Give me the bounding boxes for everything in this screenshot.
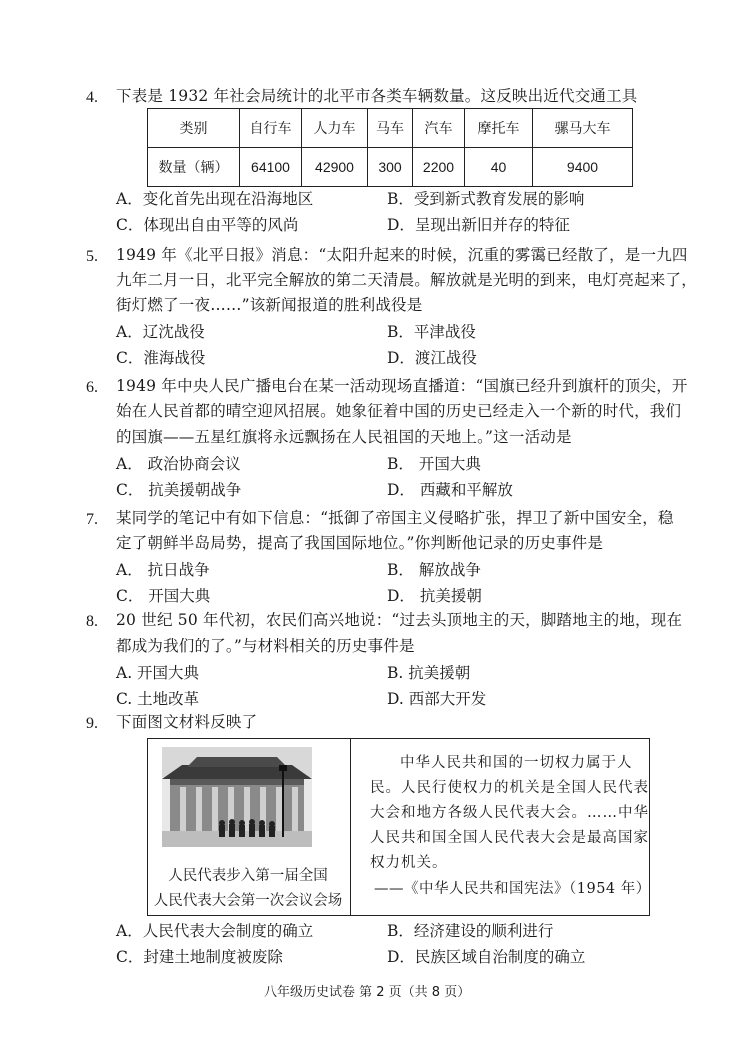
q8-option-d: D. 西部大开发 (387, 690, 487, 708)
box-divider (350, 739, 351, 915)
question-8-line-2: 都成为我们的了。”与材料相关的历史事件是 (116, 637, 415, 655)
q9-option-a: A．人民代表大会制度的确立 (116, 922, 314, 940)
q7-option-b: B． 解放战争 (387, 561, 481, 579)
question-5-line-1: 1949 年《北平日报》消息：“太阳升起来的时候，沉重的雾霭已经散了，是一九四 (116, 246, 688, 264)
photo-caption-line-1: 人民代表步入第一届全国 (168, 868, 328, 884)
table-row (148, 109, 633, 148)
question-7-number: 7. (86, 511, 98, 528)
table-cell: 64100 (240, 148, 302, 187)
question-9-number: 9. (86, 715, 98, 732)
q8-option-a: A. 开国大典 (116, 664, 200, 682)
question-5-line-3: 街灯燃了一夜……”该新闻报道的胜利战役是 (116, 296, 423, 314)
table-header-cell: 汽车 (413, 109, 465, 148)
q9-option-b: B．经济建设的顺利进行 (387, 922, 554, 940)
table-cell: 9400 (533, 148, 633, 187)
q6-option-b: B． 开国大典 (387, 455, 481, 473)
table-header-cell: 类别 (148, 109, 240, 148)
table-cell: 42900 (302, 148, 368, 187)
constitution-quote-line-5: 权力机关。 (370, 855, 448, 871)
q9-option-c: C．封建土地制度被废除 (116, 948, 283, 966)
q6-option-c: C． 抗美援朝战争 (116, 481, 242, 499)
constitution-quote-line-4: 人民共和国全国人民代表大会是最高国家 (370, 830, 649, 846)
table-cell: 300 (368, 148, 413, 187)
constitution-quote-line-3: 大会和地方各级人民代表大会。……中华 (370, 805, 649, 821)
question-4-stem: 下表是 1932 年社会局统计的北平市各类车辆数量。这反映出近代交通工具 (116, 87, 638, 105)
table-header-cell: 自行车 (240, 109, 302, 148)
question-4-number: 4. (86, 89, 98, 106)
q5-option-b: B．平津战役 (387, 323, 476, 341)
question-6-line-3: 的国旗——五星红旗将永远飘扬在人民祖国的天地上。”这一活动是 (116, 428, 572, 446)
material-box (147, 738, 650, 916)
question-6-number: 6. (86, 379, 98, 396)
constitution-quote-line-2: 民。人民行使权力的机关是全国人民代表 (370, 780, 649, 796)
table-cell: 数量（辆） (148, 148, 240, 187)
question-9-stem: 下面图文材料反映了 (116, 713, 258, 731)
photo-caption-line-2: 人民代表大会第一次会议会场 (153, 893, 343, 909)
table-header-cell: 人力车 (302, 109, 368, 148)
table-header-cell: 马车 (368, 109, 413, 148)
question-6-line-2: 始在人民首都的晴空迎风招展。她象征着中国的历史已经走入一个新的时代，我们 (116, 402, 682, 420)
table-header-cell: 骡马大车 (533, 109, 633, 148)
question-5-line-2: 九年二月一日，北平完全解放的第二天清晨。解放就是光明的到来，电灯亮起来了， (116, 271, 697, 289)
q4-option-b: B．受到新式教育发展的影响 (387, 190, 585, 208)
table-header-cell: 摩托车 (465, 109, 533, 148)
page-footer: 八年级历史试卷 第 2 页（共 8 页） (264, 985, 471, 1000)
q7-option-c: C． 开国大典 (116, 587, 211, 605)
question-8-line-1: 20 世纪 50 年代初，农民们高兴地说：“过去头顶地主的天，脚踏地主的地，现在 (116, 611, 683, 629)
question-6-line-1: 1949 年中央人民广播电台在某一活动现场直播道：“国旗已经升到旗杆的顶尖，开 (116, 377, 688, 395)
question-7-line-1: 某同学的笔记中有如下信息：“抵御了帝国主义侵略扩张，捍卫了新中国安全，稳 (116, 509, 674, 527)
q5-option-a: A．辽沈战役 (116, 323, 205, 341)
q5-option-d: D．渡江战役 (387, 349, 477, 367)
question-7-line-2: 定了朝鲜半岛局势，提高了我国国际地位。”你判断他记录的历史事件是 (116, 534, 604, 552)
table-row (148, 148, 633, 187)
question-5-number: 5. (86, 248, 98, 265)
q9-option-d: D．民族区域自治制度的确立 (387, 948, 586, 966)
constitution-quote-line-1: 中华人民共和国的一切权力属于人 (400, 755, 633, 771)
q4-option-d: D．呈现出新旧并存的特征 (387, 216, 570, 234)
q5-option-c: C．淮海战役 (116, 349, 206, 367)
q4-option-a: A．变化首先出现在沿海地区 (116, 190, 314, 208)
question-8-number: 8. (86, 613, 98, 630)
q7-option-d: D． 抗美援朝 (387, 587, 482, 605)
q7-option-a: A． 抗日战争 (116, 561, 210, 579)
table-cell: 40 (465, 148, 533, 187)
q8-option-c: C. 土地改革 (116, 690, 200, 708)
q6-option-a: A． 政治协商会议 (116, 455, 241, 473)
congress-hall-photo (162, 747, 312, 847)
constitution-source: ——《中华人民共和国宪法》（1954 年） (374, 881, 651, 897)
q4-option-c: C．体现出自由平等的风尚 (116, 216, 299, 234)
q6-option-d: D． 西藏和平解放 (387, 481, 513, 499)
q8-option-b: B. 抗美援朝 (387, 664, 471, 682)
vehicle-count-table (147, 108, 633, 187)
table-cell: 2200 (413, 148, 465, 187)
